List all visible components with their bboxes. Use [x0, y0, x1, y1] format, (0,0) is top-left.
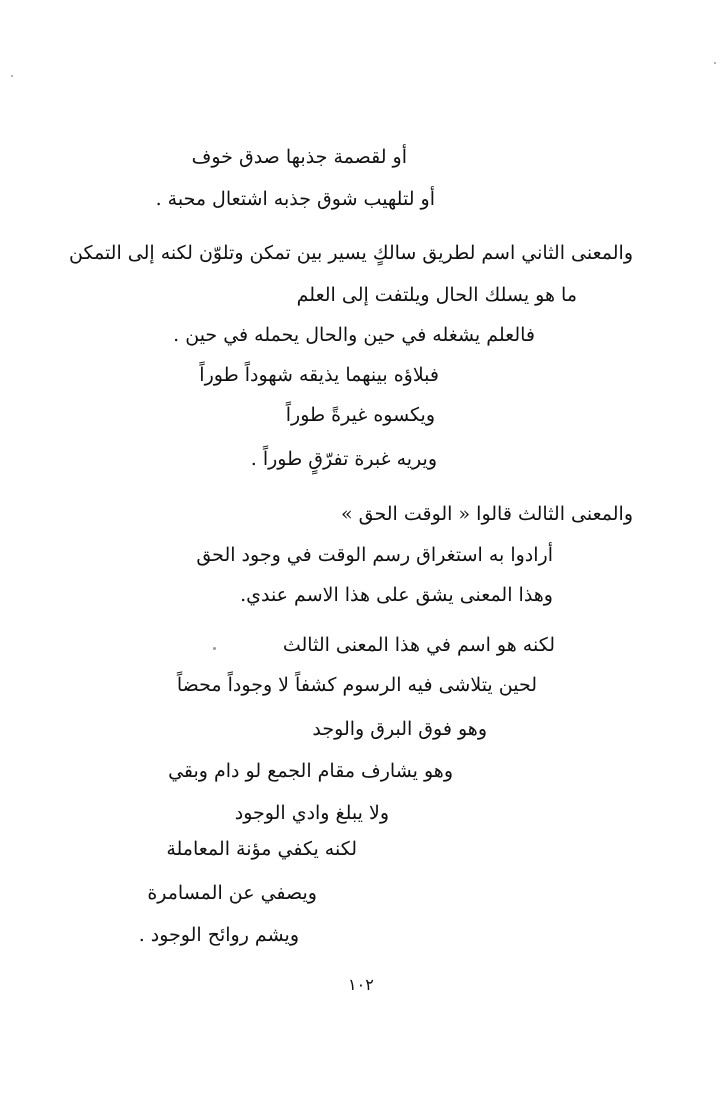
text-line-17: لكنه يكفي مؤنة المعاملة: [166, 838, 357, 860]
text-line-14: وهو فوق البرق والوجد: [312, 718, 487, 740]
text-line-11: وهذا المعنى يشق على هذا الاسم عندي.: [240, 584, 553, 606]
text-line-19: ويشم روائح الوجود .: [138, 924, 299, 946]
scan-speck: [714, 62, 716, 64]
text-line-7: ويكسوه غيرةً طوراً: [285, 404, 435, 426]
text-line-1: أو لقصمة جذبها صدق خوف: [191, 146, 407, 168]
text-line-9: والمعنى الثالث قالوا « الوقت الحق »: [340, 503, 633, 525]
scan-speck: [11, 75, 13, 77]
scan-speck: [213, 647, 216, 650]
text-line-5: فالعلم يشغله في حين والحال يحمله في حين .: [173, 324, 535, 346]
text-line-3: والمعنى الثاني اسم لطريق سالكٍ يسير بين تمكن وتلوّن لكنه إلى التمكن: [69, 242, 633, 264]
text-line-16: ولا يبلغ وادي الوجود: [234, 802, 389, 824]
text-line-18: ويصفي عن المسامرة: [147, 882, 317, 904]
text-line-4: ما هو يسلك الحال ويلتفت إلى العلم: [296, 284, 577, 306]
page-number: ١٠٢: [348, 975, 374, 994]
text-line-6: فبلاؤه بينهما يذيقه شهوداً طوراً: [199, 364, 439, 386]
text-line-8: ويريه غبرة تفرّقٍ طوراً .: [250, 448, 437, 470]
text-line-12: لكنه هو اسم في هذا المعنى الثالث: [282, 634, 555, 656]
text-line-13: لحين يتلاشى فيه الرسوم كشفاً لا وجوداً محضاً: [176, 674, 537, 696]
text-line-15: وهو يشارف مقام الجمع لو دام وبقي: [168, 760, 453, 782]
text-line-2: أو لتلهيب شوق جذبه اشتعال محبة .: [155, 188, 435, 210]
text-line-10: أرادوا به استغراق رسم الوقت في وجود الحق: [196, 544, 553, 566]
